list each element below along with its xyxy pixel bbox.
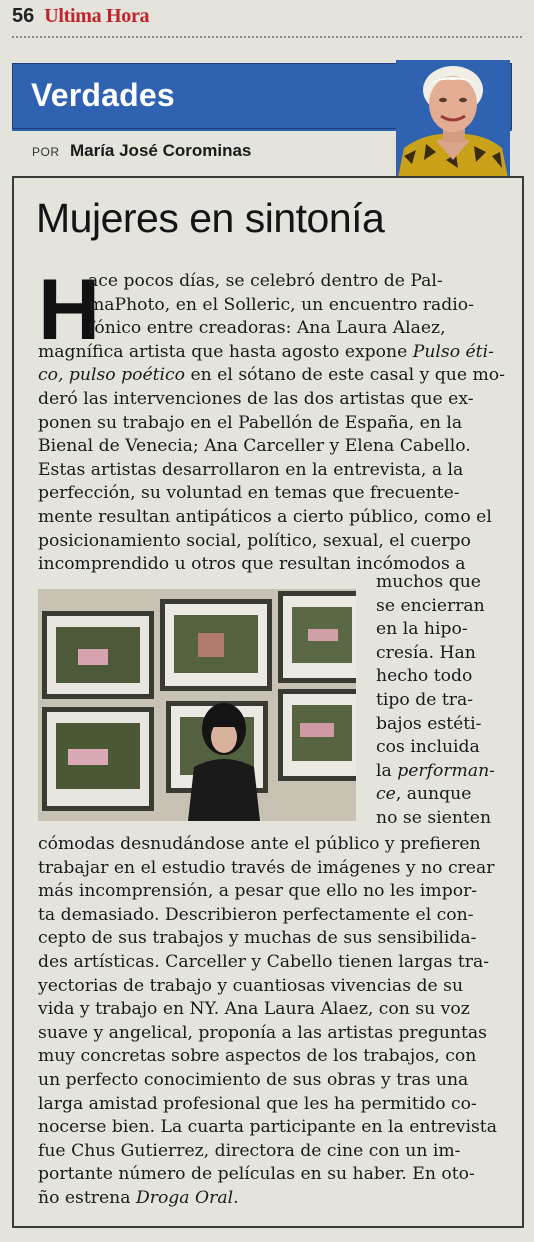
author-portrait (396, 60, 510, 178)
body-line: mente resultan antipáticos a cierto público, como el (38, 506, 492, 527)
body-line: suave y angelical, proponía a las artistas preguntas (38, 1022, 487, 1043)
body-line: larga amistad profesional que les ha permitido co- (38, 1093, 477, 1114)
article-body-narrow (376, 571, 516, 831)
body-line: ponen su trabajo en el Pabellón de España, en la (38, 412, 463, 433)
masthead-divider (12, 36, 522, 38)
body-line: trabajar en el estudio través de imágenes y no crear (38, 857, 495, 878)
italic-word: ce (376, 784, 396, 805)
body-text: . (233, 1187, 239, 1208)
body-line: nocerse bien. La cuarta participante en la entrevista (38, 1117, 497, 1138)
body-line: perfección, su voluntad en temas que frecuente- (38, 483, 460, 504)
italic-word: performan- (397, 760, 495, 781)
body-line: ta demasiado. Describieron perfectamente el con- (38, 904, 474, 925)
body-line: fue Chus Gutierrez, directora de cine con un im- (38, 1140, 461, 1161)
body-line: cresía. Han (376, 642, 476, 663)
body-line: yectorias de trabajo y cuantiosas vivencias de su (38, 975, 464, 996)
body-line: más incomprensión, a pesar que ello no les impor- (38, 881, 478, 902)
body-line: des artísticas. Carceller y Cabello tienen largas tra- (38, 951, 489, 972)
byline-prefix: POR (32, 145, 60, 159)
body-line (376, 760, 516, 784)
drop-cap: H (38, 262, 101, 358)
body-line: un perfecto conocimiento de sus obras y tras una (38, 1069, 469, 1090)
body-line: vida y trabajo en NY. Ana Laura Alaez, con su voz (38, 999, 470, 1020)
body-line: incomprendido u otros que resultan incómodos a (38, 554, 466, 575)
body-line: ace pocos días, se celebró dentro de Pal- (88, 271, 443, 291)
body-line: maPhoto, en el Solleric, un encuentro radio- (88, 294, 474, 315)
body-line: cepto de sus trabajos y muchas de sus sensibilida- (38, 928, 477, 949)
body-line: cos incluida (376, 737, 480, 758)
newspaper-name: Ultima Hora (44, 5, 150, 27)
body-line (376, 783, 516, 807)
body-line: muy concretas sobre aspectos de los trabajos, con (38, 1046, 477, 1067)
artwork-title: Pulso éti- (412, 341, 494, 362)
body-line: cómodas desnudándose ante el público y prefieren (38, 834, 481, 854)
film-title: Droga Oral (135, 1187, 234, 1208)
body-text: ño estrena (38, 1187, 136, 1208)
body-line: posicionamiento social, político, sexual, el cuerpo (38, 530, 471, 551)
body-line: no se sienten (376, 807, 492, 828)
section-title: Verdades (31, 77, 175, 113)
artwork-title: co, pulso poético (38, 365, 186, 386)
article-body-top (38, 262, 505, 577)
body-line: se encierran (376, 595, 485, 616)
body-line: fónico entre creadoras: Ana Laura Alaez, (88, 318, 446, 339)
body-line (38, 341, 500, 365)
body-line: hecho todo (376, 666, 473, 687)
body-line (38, 1187, 500, 1211)
author-name: María José Corominas (69, 141, 252, 160)
body-text: magnífica artista que hasta agosto expone (38, 341, 413, 362)
body-line: muchos que (376, 572, 481, 592)
body-line: Bienal de Venecia; Ana Carceller y Elena Cabello. (38, 436, 471, 457)
body-line: tipo de tra- (376, 689, 474, 710)
body-line: bajos estéti- (376, 713, 482, 734)
page-number: 56 (12, 5, 35, 27)
article-body-bottom (38, 833, 500, 1211)
body-text: la (376, 760, 398, 781)
body-line (38, 364, 505, 388)
article-photo (38, 589, 356, 821)
body-line: portante número de películas en su haber. En oto- (38, 1164, 475, 1185)
masthead (12, 5, 149, 31)
byline (32, 141, 251, 161)
body-line: deró las intervenciones de las dos artistas que ex- (38, 388, 474, 409)
article-headline: Mujeres en sintonía (36, 195, 385, 241)
body-text: en el sótano de este casal y que mo- (185, 365, 505, 386)
body-text: , aunque (395, 784, 472, 805)
body-line: Estas artistas desarrollaron en la entrevista, a la (38, 459, 464, 480)
body-line: en la hipo- (376, 619, 468, 640)
